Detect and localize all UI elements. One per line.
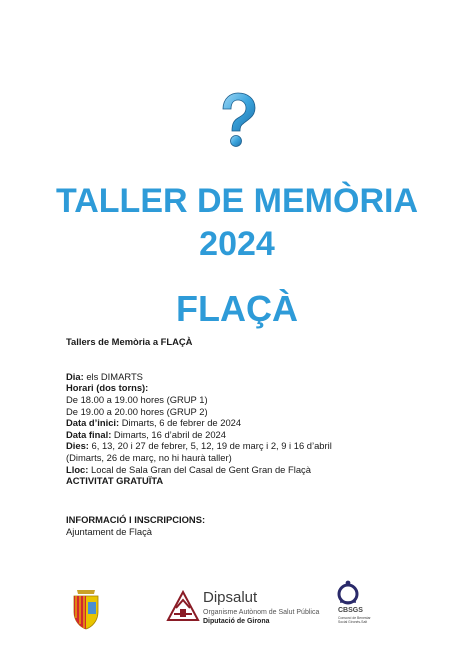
dipsalut-logo-icon bbox=[166, 590, 200, 622]
dies-note: (Dimarts, 26 de març, no hi haurà taller) bbox=[66, 451, 232, 463]
dipsalut-diputacio: Diputació de Girona bbox=[203, 618, 270, 625]
contact-block bbox=[66, 514, 205, 537]
logos-footer bbox=[0, 580, 474, 640]
dia-row bbox=[66, 371, 426, 383]
final-label: Data final: bbox=[66, 428, 112, 440]
horari-label: Horari (dos torns): bbox=[66, 382, 149, 394]
dia-value: els DIMARTS bbox=[83, 370, 143, 382]
torn-2: De 19.00 a 20.00 hores (GRUP 2) bbox=[66, 405, 208, 417]
dia-label: Dia: bbox=[66, 370, 84, 382]
inici-label: Data d’inici: bbox=[66, 417, 120, 429]
final-row bbox=[66, 429, 426, 441]
inici-value: Dimarts, 6 de febrer de 2024 bbox=[119, 417, 242, 429]
contact-value: Ajuntament de Flaçà bbox=[66, 525, 152, 537]
dies-label: Dies: bbox=[66, 440, 89, 452]
poster-year: 2024 bbox=[199, 225, 275, 263]
torn-1: De 18.00 a 19.00 hores (GRUP 1) bbox=[66, 393, 208, 405]
inici-row bbox=[66, 417, 426, 429]
lloc-value: Local de Sala Gran del Casal de Gent Gran de Flaçà bbox=[88, 463, 311, 475]
gratuita-label: ACTIVITAT GRATUÏTA bbox=[66, 475, 164, 487]
info-block bbox=[66, 336, 426, 487]
info-heading: Tallers de Memòria a FLAÇÀ bbox=[66, 336, 193, 347]
cbsgs-name: CBSGS bbox=[338, 607, 363, 614]
dies-row bbox=[66, 440, 426, 452]
poster-town: FLAÇÀ bbox=[176, 288, 298, 329]
final-value: Dimarts, 16 d’abril de 2024 bbox=[111, 428, 226, 440]
dipsalut-name: Dipsalut bbox=[203, 589, 258, 606]
poster-title: TALLER DE MEMÒRIA bbox=[55, 182, 418, 220]
dies-value: 6, 13, 20 i 27 de febrer, 5, 12, 19 de març i 2, 9 i 16 d’abril bbox=[88, 440, 332, 452]
cbsgs-logo-icon bbox=[336, 580, 360, 606]
contact-heading: INFORMACIÓ I INSCRIPCIONS: bbox=[66, 514, 206, 525]
lloc-label: Lloc: bbox=[66, 463, 89, 475]
dipsalut-subtitle: Organisme Autònom de Salut Pública bbox=[203, 609, 320, 616]
lloc-row bbox=[66, 464, 426, 476]
flaca-shield-logo bbox=[71, 588, 101, 630]
question-mark-icon bbox=[205, 92, 269, 148]
cbsgs-subtitle: Consorci de Benestar Social Gironès-Salt bbox=[338, 616, 371, 624]
